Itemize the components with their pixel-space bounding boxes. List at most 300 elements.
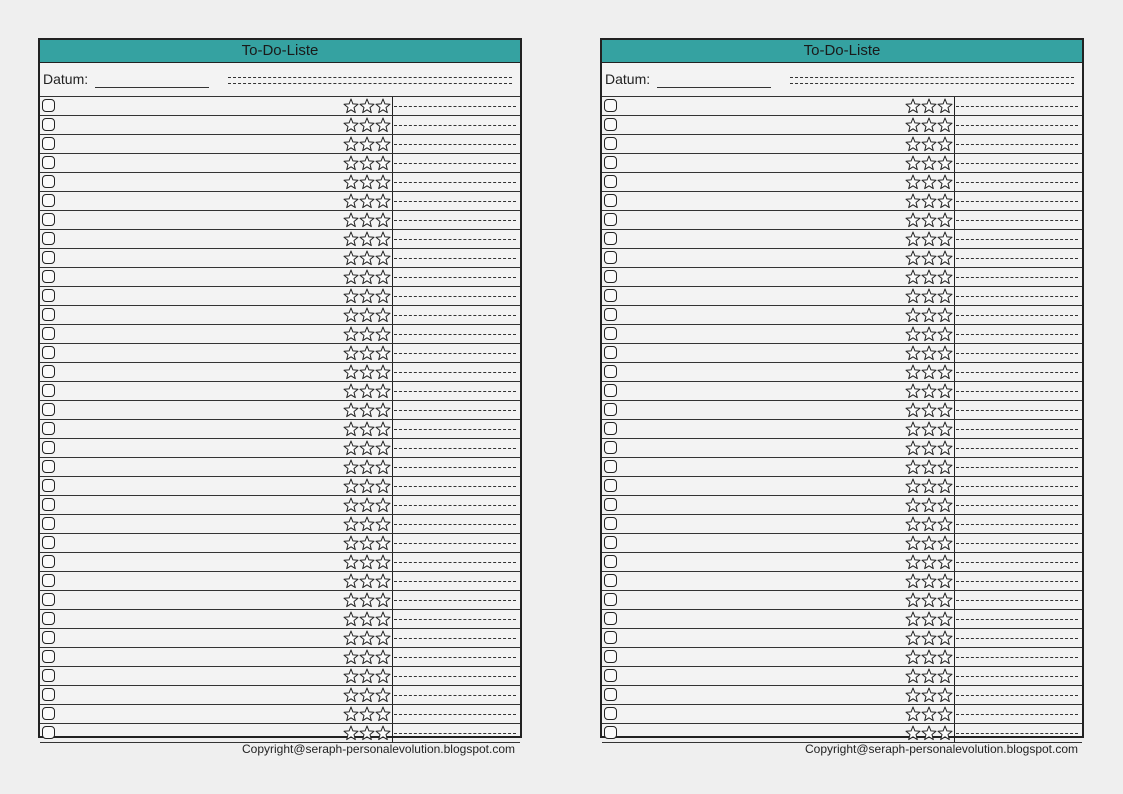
star-outline-icon[interactable] xyxy=(359,459,375,475)
note-dashed-line[interactable] xyxy=(956,543,1078,544)
star-outline-icon[interactable] xyxy=(343,649,359,665)
task-checkbox[interactable] xyxy=(604,441,617,454)
task-checkbox[interactable] xyxy=(604,498,617,511)
task-checkbox[interactable] xyxy=(604,574,617,587)
star-outline-icon[interactable] xyxy=(359,630,375,646)
note-dashed-line[interactable] xyxy=(394,619,516,620)
star-outline-icon[interactable] xyxy=(343,497,359,513)
note-dashed-line[interactable] xyxy=(394,182,516,183)
star-outline-icon[interactable] xyxy=(905,288,921,304)
star-outline-icon[interactable] xyxy=(937,649,953,665)
task-checkbox[interactable] xyxy=(604,555,617,568)
star-outline-icon[interactable] xyxy=(375,478,391,494)
note-dashed-line[interactable] xyxy=(956,657,1078,658)
note-dashed-line[interactable] xyxy=(394,429,516,430)
note-dashed-line[interactable] xyxy=(956,353,1078,354)
note-dashed-line[interactable] xyxy=(956,600,1078,601)
task-checkbox[interactable] xyxy=(604,460,617,473)
star-outline-icon[interactable] xyxy=(343,383,359,399)
star-outline-icon[interactable] xyxy=(343,725,359,741)
note-dashed-line[interactable] xyxy=(394,562,516,563)
star-outline-icon[interactable] xyxy=(905,193,921,209)
star-outline-icon[interactable] xyxy=(375,250,391,266)
star-outline-icon[interactable] xyxy=(375,611,391,627)
note-dashed-line[interactable] xyxy=(956,125,1078,126)
note-dashed-line[interactable] xyxy=(394,315,516,316)
star-outline-icon[interactable] xyxy=(921,440,937,456)
task-checkbox[interactable] xyxy=(604,536,617,549)
star-outline-icon[interactable] xyxy=(921,535,937,551)
star-outline-icon[interactable] xyxy=(375,174,391,190)
star-outline-icon[interactable] xyxy=(359,440,375,456)
star-outline-icon[interactable] xyxy=(359,345,375,361)
star-outline-icon[interactable] xyxy=(343,592,359,608)
star-outline-icon[interactable] xyxy=(375,592,391,608)
star-outline-icon[interactable] xyxy=(921,573,937,589)
star-outline-icon[interactable] xyxy=(343,402,359,418)
star-outline-icon[interactable] xyxy=(343,573,359,589)
star-outline-icon[interactable] xyxy=(905,307,921,323)
note-dashed-line[interactable] xyxy=(394,353,516,354)
star-outline-icon[interactable] xyxy=(343,307,359,323)
star-outline-icon[interactable] xyxy=(375,98,391,114)
star-outline-icon[interactable] xyxy=(921,668,937,684)
star-outline-icon[interactable] xyxy=(343,345,359,361)
star-outline-icon[interactable] xyxy=(343,193,359,209)
task-checkbox[interactable] xyxy=(42,574,55,587)
task-checkbox[interactable] xyxy=(604,156,617,169)
star-outline-icon[interactable] xyxy=(375,725,391,741)
star-outline-icon[interactable] xyxy=(375,288,391,304)
star-outline-icon[interactable] xyxy=(375,212,391,228)
task-checkbox[interactable] xyxy=(42,441,55,454)
star-outline-icon[interactable] xyxy=(359,497,375,513)
star-outline-icon[interactable] xyxy=(905,630,921,646)
star-outline-icon[interactable] xyxy=(359,687,375,703)
task-checkbox[interactable] xyxy=(42,403,55,416)
star-outline-icon[interactable] xyxy=(921,193,937,209)
star-outline-icon[interactable] xyxy=(359,250,375,266)
task-checkbox[interactable] xyxy=(604,137,617,150)
task-checkbox[interactable] xyxy=(42,289,55,302)
task-checkbox[interactable] xyxy=(604,308,617,321)
star-outline-icon[interactable] xyxy=(921,117,937,133)
star-outline-icon[interactable] xyxy=(905,516,921,532)
star-outline-icon[interactable] xyxy=(937,288,953,304)
star-outline-icon[interactable] xyxy=(375,345,391,361)
task-checkbox[interactable] xyxy=(42,251,55,264)
task-checkbox[interactable] xyxy=(42,137,55,150)
star-outline-icon[interactable] xyxy=(905,668,921,684)
task-checkbox[interactable] xyxy=(604,479,617,492)
task-checkbox[interactable] xyxy=(42,650,55,663)
star-outline-icon[interactable] xyxy=(905,345,921,361)
star-outline-icon[interactable] xyxy=(375,155,391,171)
star-outline-icon[interactable] xyxy=(937,478,953,494)
star-outline-icon[interactable] xyxy=(937,364,953,380)
note-dashed-line[interactable] xyxy=(956,505,1078,506)
star-outline-icon[interactable] xyxy=(937,193,953,209)
star-outline-icon[interactable] xyxy=(343,231,359,247)
star-outline-icon[interactable] xyxy=(375,459,391,475)
star-outline-icon[interactable] xyxy=(905,497,921,513)
note-dashed-line[interactable] xyxy=(394,486,516,487)
note-dashed-line[interactable] xyxy=(394,638,516,639)
star-outline-icon[interactable] xyxy=(359,307,375,323)
star-outline-icon[interactable] xyxy=(937,668,953,684)
star-outline-icon[interactable] xyxy=(359,402,375,418)
task-checkbox[interactable] xyxy=(42,707,55,720)
star-outline-icon[interactable] xyxy=(359,554,375,570)
task-checkbox[interactable] xyxy=(42,669,55,682)
star-outline-icon[interactable] xyxy=(905,440,921,456)
task-checkbox[interactable] xyxy=(604,517,617,530)
star-outline-icon[interactable] xyxy=(937,98,953,114)
star-outline-icon[interactable] xyxy=(937,592,953,608)
star-outline-icon[interactable] xyxy=(359,174,375,190)
star-outline-icon[interactable] xyxy=(343,459,359,475)
star-outline-icon[interactable] xyxy=(375,269,391,285)
star-outline-icon[interactable] xyxy=(937,212,953,228)
star-outline-icon[interactable] xyxy=(905,554,921,570)
star-outline-icon[interactable] xyxy=(343,250,359,266)
star-outline-icon[interactable] xyxy=(343,212,359,228)
star-outline-icon[interactable] xyxy=(921,706,937,722)
note-dashed-line[interactable] xyxy=(956,429,1078,430)
star-outline-icon[interactable] xyxy=(937,630,953,646)
star-outline-icon[interactable] xyxy=(343,326,359,342)
star-outline-icon[interactable] xyxy=(359,136,375,152)
star-outline-icon[interactable] xyxy=(905,136,921,152)
task-checkbox[interactable] xyxy=(42,726,55,739)
task-checkbox[interactable] xyxy=(42,308,55,321)
note-dashed-line[interactable] xyxy=(956,619,1078,620)
star-outline-icon[interactable] xyxy=(937,497,953,513)
star-outline-icon[interactable] xyxy=(937,231,953,247)
task-checkbox[interactable] xyxy=(604,612,617,625)
task-checkbox[interactable] xyxy=(42,156,55,169)
star-outline-icon[interactable] xyxy=(375,706,391,722)
star-outline-icon[interactable] xyxy=(905,687,921,703)
task-checkbox[interactable] xyxy=(42,327,55,340)
star-outline-icon[interactable] xyxy=(937,440,953,456)
star-outline-icon[interactable] xyxy=(905,611,921,627)
note-dashed-line[interactable] xyxy=(394,163,516,164)
star-outline-icon[interactable] xyxy=(375,516,391,532)
star-outline-icon[interactable] xyxy=(359,383,375,399)
star-outline-icon[interactable] xyxy=(937,307,953,323)
star-outline-icon[interactable] xyxy=(905,725,921,741)
note-dashed-line[interactable] xyxy=(956,315,1078,316)
star-outline-icon[interactable] xyxy=(905,535,921,551)
task-checkbox[interactable] xyxy=(42,175,55,188)
star-outline-icon[interactable] xyxy=(343,98,359,114)
note-dashed-line[interactable] xyxy=(956,163,1078,164)
star-outline-icon[interactable] xyxy=(921,478,937,494)
star-outline-icon[interactable] xyxy=(343,478,359,494)
star-outline-icon[interactable] xyxy=(905,364,921,380)
star-outline-icon[interactable] xyxy=(905,649,921,665)
task-checkbox[interactable] xyxy=(604,384,617,397)
star-outline-icon[interactable] xyxy=(375,193,391,209)
task-checkbox[interactable] xyxy=(604,403,617,416)
note-dashed-line[interactable] xyxy=(956,448,1078,449)
task-checkbox[interactable] xyxy=(42,555,55,568)
star-outline-icon[interactable] xyxy=(921,307,937,323)
star-outline-icon[interactable] xyxy=(375,649,391,665)
star-outline-icon[interactable] xyxy=(375,535,391,551)
star-outline-icon[interactable] xyxy=(937,516,953,532)
star-outline-icon[interactable] xyxy=(905,231,921,247)
star-outline-icon[interactable] xyxy=(937,136,953,152)
star-outline-icon[interactable] xyxy=(343,174,359,190)
star-outline-icon[interactable] xyxy=(343,364,359,380)
star-outline-icon[interactable] xyxy=(359,649,375,665)
note-dashed-line[interactable] xyxy=(394,372,516,373)
star-outline-icon[interactable] xyxy=(937,269,953,285)
note-dashed-line[interactable] xyxy=(956,695,1078,696)
star-outline-icon[interactable] xyxy=(921,174,937,190)
star-outline-icon[interactable] xyxy=(905,459,921,475)
note-dashed-line[interactable] xyxy=(394,334,516,335)
star-outline-icon[interactable] xyxy=(359,725,375,741)
star-outline-icon[interactable] xyxy=(937,554,953,570)
note-dashed-line[interactable] xyxy=(394,695,516,696)
star-outline-icon[interactable] xyxy=(359,535,375,551)
task-checkbox[interactable] xyxy=(42,498,55,511)
star-outline-icon[interactable] xyxy=(905,117,921,133)
star-outline-icon[interactable] xyxy=(937,687,953,703)
star-outline-icon[interactable] xyxy=(359,516,375,532)
star-outline-icon[interactable] xyxy=(905,326,921,342)
note-dashed-line[interactable] xyxy=(394,391,516,392)
star-outline-icon[interactable] xyxy=(359,98,375,114)
task-checkbox[interactable] xyxy=(42,99,55,112)
note-dashed-line[interactable] xyxy=(394,144,516,145)
note-dashed-line[interactable] xyxy=(956,486,1078,487)
task-checkbox[interactable] xyxy=(604,422,617,435)
star-outline-icon[interactable] xyxy=(343,706,359,722)
star-outline-icon[interactable] xyxy=(375,497,391,513)
star-outline-icon[interactable] xyxy=(921,231,937,247)
star-outline-icon[interactable] xyxy=(359,117,375,133)
star-outline-icon[interactable] xyxy=(937,155,953,171)
star-outline-icon[interactable] xyxy=(905,212,921,228)
star-outline-icon[interactable] xyxy=(937,535,953,551)
task-checkbox[interactable] xyxy=(42,479,55,492)
note-dashed-line[interactable] xyxy=(956,334,1078,335)
star-outline-icon[interactable] xyxy=(937,117,953,133)
note-dashed-line[interactable] xyxy=(956,467,1078,468)
task-checkbox[interactable] xyxy=(604,327,617,340)
star-outline-icon[interactable] xyxy=(359,706,375,722)
note-dashed-line[interactable] xyxy=(394,733,516,734)
star-outline-icon[interactable] xyxy=(937,611,953,627)
star-outline-icon[interactable] xyxy=(375,421,391,437)
task-checkbox[interactable] xyxy=(604,118,617,131)
task-checkbox[interactable] xyxy=(42,688,55,701)
star-outline-icon[interactable] xyxy=(921,288,937,304)
star-outline-icon[interactable] xyxy=(921,687,937,703)
note-dashed-line[interactable] xyxy=(394,277,516,278)
star-outline-icon[interactable] xyxy=(359,364,375,380)
task-checkbox[interactable] xyxy=(604,289,617,302)
star-outline-icon[interactable] xyxy=(905,250,921,266)
note-dashed-line[interactable] xyxy=(394,448,516,449)
star-outline-icon[interactable] xyxy=(343,288,359,304)
note-dashed-line[interactable] xyxy=(394,410,516,411)
note-dashed-line[interactable] xyxy=(394,714,516,715)
star-outline-icon[interactable] xyxy=(375,687,391,703)
note-dashed-line[interactable] xyxy=(394,258,516,259)
star-outline-icon[interactable] xyxy=(937,459,953,475)
date-note-dashed-line[interactable] xyxy=(790,77,1074,78)
task-checkbox[interactable] xyxy=(42,612,55,625)
note-dashed-line[interactable] xyxy=(394,505,516,506)
star-outline-icon[interactable] xyxy=(343,421,359,437)
task-checkbox[interactable] xyxy=(604,365,617,378)
star-outline-icon[interactable] xyxy=(343,611,359,627)
star-outline-icon[interactable] xyxy=(905,174,921,190)
task-checkbox[interactable] xyxy=(604,232,617,245)
star-outline-icon[interactable] xyxy=(921,326,937,342)
note-dashed-line[interactable] xyxy=(956,372,1078,373)
star-outline-icon[interactable] xyxy=(921,136,937,152)
note-dashed-line[interactable] xyxy=(956,638,1078,639)
task-checkbox[interactable] xyxy=(604,688,617,701)
star-outline-icon[interactable] xyxy=(359,231,375,247)
note-dashed-line[interactable] xyxy=(394,125,516,126)
star-outline-icon[interactable] xyxy=(921,725,937,741)
star-outline-icon[interactable] xyxy=(343,554,359,570)
task-checkbox[interactable] xyxy=(42,517,55,530)
star-outline-icon[interactable] xyxy=(375,573,391,589)
note-dashed-line[interactable] xyxy=(956,733,1078,734)
star-outline-icon[interactable] xyxy=(343,136,359,152)
star-outline-icon[interactable] xyxy=(375,630,391,646)
task-checkbox[interactable] xyxy=(604,593,617,606)
note-dashed-line[interactable] xyxy=(394,543,516,544)
star-outline-icon[interactable] xyxy=(921,383,937,399)
note-dashed-line[interactable] xyxy=(394,106,516,107)
note-dashed-line[interactable] xyxy=(956,220,1078,221)
star-outline-icon[interactable] xyxy=(343,440,359,456)
star-outline-icon[interactable] xyxy=(905,478,921,494)
star-outline-icon[interactable] xyxy=(921,611,937,627)
note-dashed-line[interactable] xyxy=(956,258,1078,259)
star-outline-icon[interactable] xyxy=(937,250,953,266)
star-outline-icon[interactable] xyxy=(359,288,375,304)
star-outline-icon[interactable] xyxy=(905,155,921,171)
note-dashed-line[interactable] xyxy=(394,239,516,240)
star-outline-icon[interactable] xyxy=(921,345,937,361)
note-dashed-line[interactable] xyxy=(956,182,1078,183)
task-checkbox[interactable] xyxy=(604,631,617,644)
star-outline-icon[interactable] xyxy=(375,668,391,684)
star-outline-icon[interactable] xyxy=(359,478,375,494)
star-outline-icon[interactable] xyxy=(359,611,375,627)
task-checkbox[interactable] xyxy=(42,270,55,283)
star-outline-icon[interactable] xyxy=(359,326,375,342)
star-outline-icon[interactable] xyxy=(343,516,359,532)
note-dashed-line[interactable] xyxy=(956,391,1078,392)
star-outline-icon[interactable] xyxy=(343,668,359,684)
star-outline-icon[interactable] xyxy=(937,174,953,190)
task-checkbox[interactable] xyxy=(42,422,55,435)
star-outline-icon[interactable] xyxy=(343,535,359,551)
star-outline-icon[interactable] xyxy=(905,592,921,608)
star-outline-icon[interactable] xyxy=(937,725,953,741)
task-checkbox[interactable] xyxy=(604,669,617,682)
date-note-dashed-line[interactable] xyxy=(228,83,512,84)
task-checkbox[interactable] xyxy=(42,460,55,473)
star-outline-icon[interactable] xyxy=(921,421,937,437)
task-checkbox[interactable] xyxy=(42,118,55,131)
star-outline-icon[interactable] xyxy=(359,592,375,608)
task-checkbox[interactable] xyxy=(604,346,617,359)
star-outline-icon[interactable] xyxy=(937,706,953,722)
star-outline-icon[interactable] xyxy=(921,98,937,114)
star-outline-icon[interactable] xyxy=(375,554,391,570)
task-checkbox[interactable] xyxy=(42,346,55,359)
task-checkbox[interactable] xyxy=(604,270,617,283)
note-dashed-line[interactable] xyxy=(956,714,1078,715)
star-outline-icon[interactable] xyxy=(937,345,953,361)
star-outline-icon[interactable] xyxy=(375,326,391,342)
star-outline-icon[interactable] xyxy=(921,516,937,532)
date-note-dashed-line[interactable] xyxy=(790,83,1074,84)
star-outline-icon[interactable] xyxy=(921,554,937,570)
note-dashed-line[interactable] xyxy=(394,524,516,525)
star-outline-icon[interactable] xyxy=(921,459,937,475)
task-checkbox[interactable] xyxy=(604,213,617,226)
star-outline-icon[interactable] xyxy=(359,155,375,171)
star-outline-icon[interactable] xyxy=(921,212,937,228)
task-checkbox[interactable] xyxy=(604,707,617,720)
note-dashed-line[interactable] xyxy=(394,657,516,658)
note-dashed-line[interactable] xyxy=(956,201,1078,202)
star-outline-icon[interactable] xyxy=(375,383,391,399)
task-checkbox[interactable] xyxy=(42,232,55,245)
star-outline-icon[interactable] xyxy=(921,250,937,266)
star-outline-icon[interactable] xyxy=(359,668,375,684)
star-outline-icon[interactable] xyxy=(375,440,391,456)
task-checkbox[interactable] xyxy=(42,213,55,226)
note-dashed-line[interactable] xyxy=(956,239,1078,240)
star-outline-icon[interactable] xyxy=(921,402,937,418)
star-outline-icon[interactable] xyxy=(343,269,359,285)
task-checkbox[interactable] xyxy=(604,194,617,207)
task-checkbox[interactable] xyxy=(604,726,617,739)
task-checkbox[interactable] xyxy=(604,251,617,264)
star-outline-icon[interactable] xyxy=(359,212,375,228)
note-dashed-line[interactable] xyxy=(956,106,1078,107)
task-checkbox[interactable] xyxy=(42,365,55,378)
note-dashed-line[interactable] xyxy=(956,410,1078,411)
date-note-dashed-line[interactable] xyxy=(228,77,512,78)
star-outline-icon[interactable] xyxy=(359,573,375,589)
task-checkbox[interactable] xyxy=(42,194,55,207)
note-dashed-line[interactable] xyxy=(394,600,516,601)
star-outline-icon[interactable] xyxy=(937,326,953,342)
star-outline-icon[interactable] xyxy=(343,630,359,646)
task-checkbox[interactable] xyxy=(42,631,55,644)
star-outline-icon[interactable] xyxy=(921,649,937,665)
star-outline-icon[interactable] xyxy=(905,383,921,399)
star-outline-icon[interactable] xyxy=(359,421,375,437)
star-outline-icon[interactable] xyxy=(937,573,953,589)
star-outline-icon[interactable] xyxy=(921,155,937,171)
